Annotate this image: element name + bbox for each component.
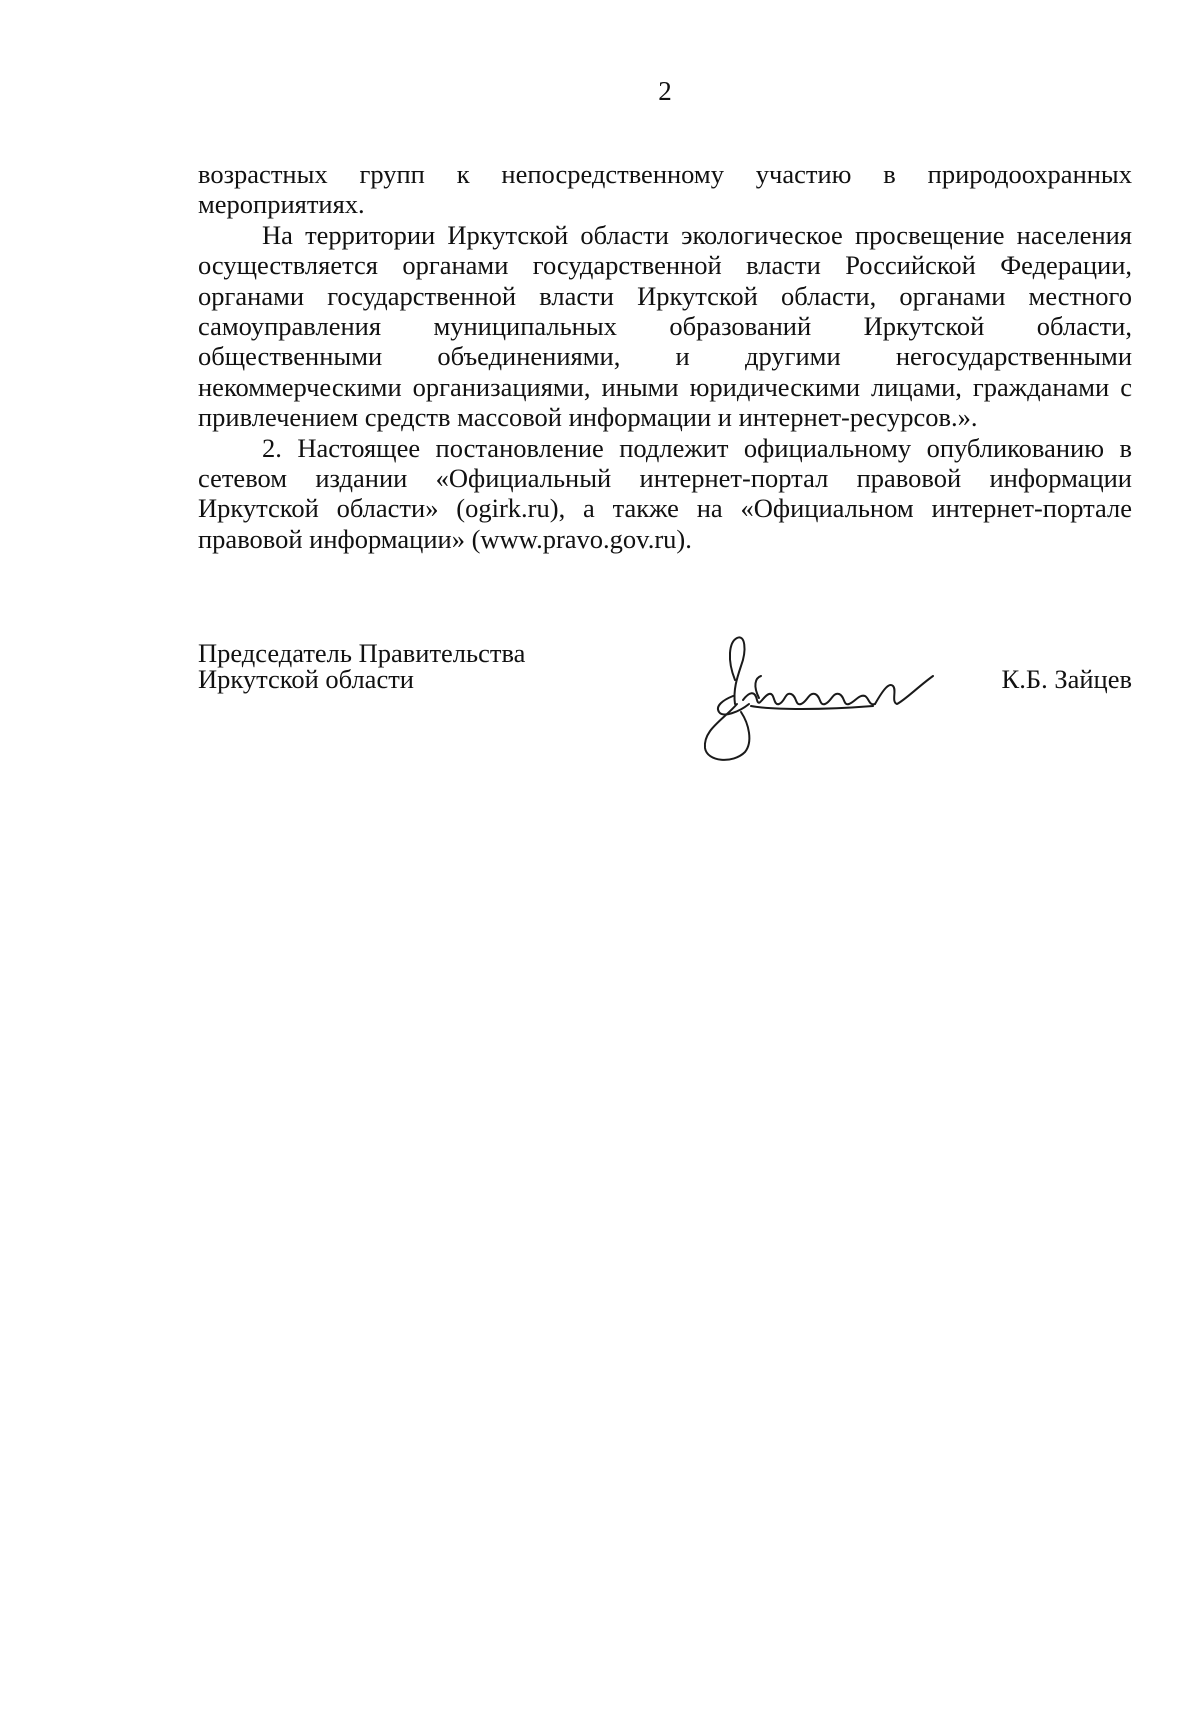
- paragraph-ecological-education: На территории Иркутской области экологическое просвещение населения осуществляется органами государственной власти Российской Федерации, органами государственной власти Иркутской области, органами местного самоуправления муниципальных образований Иркутской области, общественными объединениями, и другими негосударственными некоммерческими организациями, иными юридическими лицами, гражданами с привлечением средств массовой информации и интернет-ресурсов.».: [198, 219, 1132, 433]
- signer-title-line-1: Председатель Правительства: [198, 638, 526, 668]
- paragraph-publication-order: 2. Настоящее постановление подлежит официальному опубликованию в сетевом издании «Официальный интернет-портал правовой информации Иркутской области» (ogirk.ru), а также на «Официальном интернет-портале правовой информации» (www.pravo.gov.ru).: [198, 432, 1132, 554]
- signature-block: [198, 640, 1132, 770]
- signer-name: К.Б. Зайцев: [1001, 664, 1132, 694]
- document-body: [198, 159, 1132, 554]
- handwritten-signature: [693, 620, 963, 770]
- signer-title: [198, 640, 525, 692]
- paragraph-continuation: возрастных групп к непосредственному участию в природоохранных мероприятиях.: [198, 159, 1132, 220]
- signer-title-line-2: Иркутской области: [198, 664, 414, 694]
- page-number: 2: [658, 76, 672, 106]
